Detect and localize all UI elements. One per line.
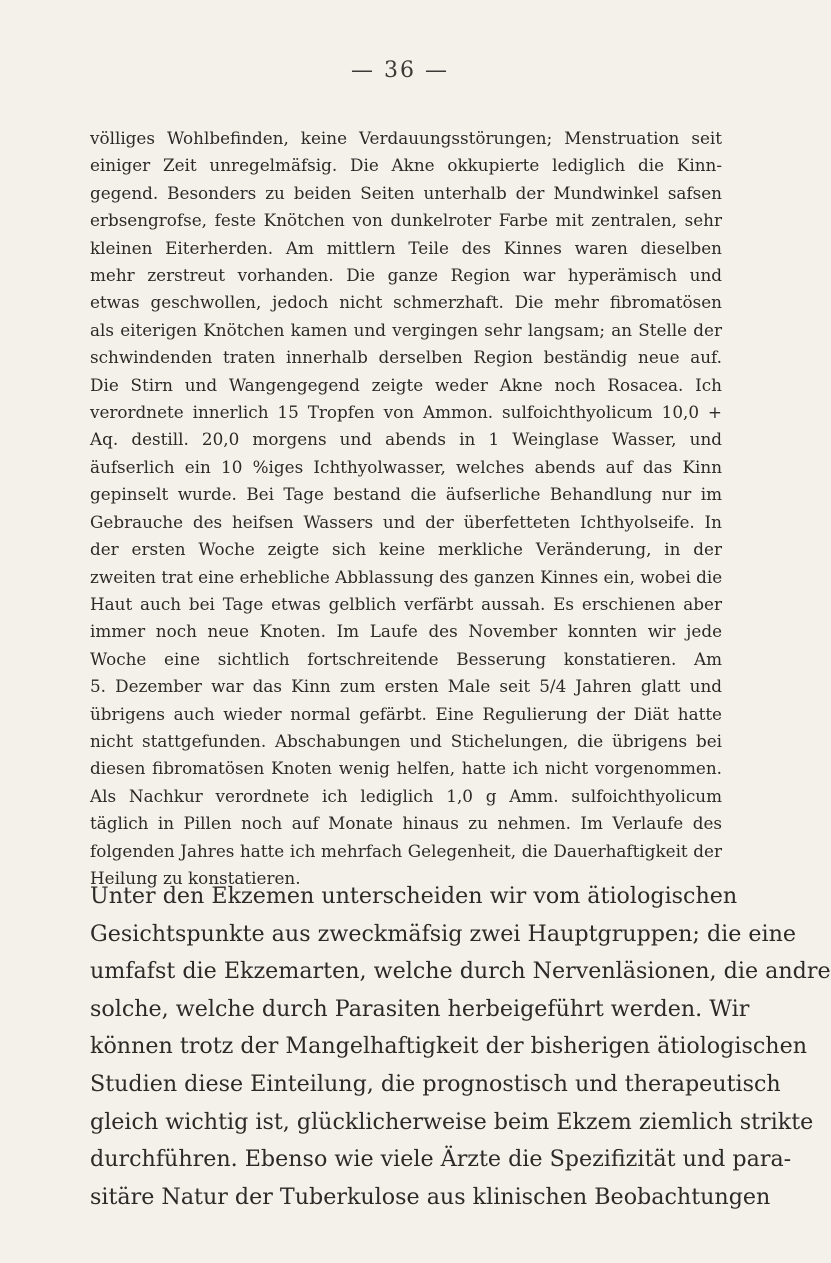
text-line: sitäre Natur der Tuberkulose aus klinischen Beobachtungen (90, 1183, 771, 1210)
eczema-paragraph (90, 878, 831, 1216)
text-line: schwindenden traten innerhalb derselben Region beständig neue auf. (90, 347, 722, 368)
text-line: etwas geschwollen, jedoch nicht schmerzhaft. Die mehr fibromatösen (90, 292, 722, 313)
text-line: Gebrauche des heifsen Wassers und der überfetteten Ichthyolseife. In (90, 511, 722, 532)
text-line: 5. Dezember war das Kinn zum ersten Male seit 5/4 Jahren glatt und (90, 676, 722, 697)
text-line: Heilung zu konstatieren. (90, 867, 301, 888)
text-line: immer noch neue Knoten. Im Laufe des November konnten wir jede (90, 621, 722, 642)
text-line: als eiterigen Knötchen kamen und vergingen sehr langsam; an Stelle der (90, 319, 722, 340)
text-line: mehr zerstreut vorhanden. Die ganze Region war hyperämisch und (90, 265, 722, 286)
text-line: kleinen Eiterherden. Am mittlern Teile des Kinnes waren dieselben (90, 237, 722, 258)
text-line: Gesichtspunkte aus zweckmäfsig zwei Hauptgruppen; die eine (90, 920, 797, 947)
text-line: gegend. Besonders zu beiden Seiten unterhalb der Mundwinkel safsen (90, 182, 722, 203)
case-report-paragraph (90, 125, 722, 892)
text-line: durchführen. Ebenso wie viele Ärzte die Spezifizität und para- (90, 1146, 792, 1173)
text-line: gepinselt wurde. Bei Tage bestand die äufserliche Behandlung nur im (90, 484, 722, 505)
text-line: völliges Wohlbefinden, keine Verdauungsstörungen; Menstruation seit (90, 128, 722, 148)
text-line: solche, welche durch Parasiten herbeigeführt werden. Wir (90, 995, 750, 1022)
text-line: zweiten trat eine erhebliche Abblassung des ganzen Kinnes ein, wobei die (90, 566, 723, 587)
text-line: umfafst die Ekzemarten, welche durch Nervenläsionen, die andre (90, 958, 831, 985)
text-line: einiger Zeit unregelmäfsig. Die Akne okkupierte lediglich die Kinn- (90, 155, 722, 176)
text-line: Haut auch bei Tage etwas gelblich verfärbt aussah. Es erschienen aber (90, 593, 722, 614)
text-line: Studien diese Einteilung, die prognostisch und therapeutisch (90, 1070, 781, 1097)
text-line: äufserlich ein 10 %iges Ichthyolwasser, welches abends auf das Kinn (90, 456, 722, 477)
page-number-header: — 36 — (351, 58, 449, 83)
text-line: Unter den Ekzemen unterscheiden wir vom ätiologischen (90, 883, 738, 909)
text-line: Als Nachkur verordnete ich lediglich 1,0 g Amm. sulfoichthyolicum (90, 785, 722, 806)
text-line: der ersten Woche zeigte sich keine merkliche Veränderung, in der (90, 539, 722, 560)
text-line: erbsengrofse, feste Knötchen von dunkelroter Farbe mit zentralen, sehr (90, 210, 722, 231)
text-line: übrigens auch wieder normal gefärbt. Eine Regulierung der Diät hatte (90, 703, 722, 724)
text-line: nicht stattgefunden. Abschabungen und Stichelungen, die übrigens bei (90, 730, 722, 751)
text-line: Aq. destill. 20,0 morgens und abends in 1 Weinglase Wasser, und (90, 429, 722, 450)
text-line: Die Stirn und Wangengegend zeigte weder Akne noch Rosacea. Ich (90, 374, 722, 395)
text-line: diesen fibromatösen Knoten wenig helfen, hatte ich nicht vorgenommen. (90, 758, 722, 779)
text-line: täglich in Pillen noch auf Monate hinaus zu nehmen. Im Verlaufe des (90, 813, 722, 834)
text-line: können trotz der Mangelhaftigkeit der bisherigen ätiologischen (90, 1033, 807, 1060)
text-line: verordnete innerlich 15 Tropfen von Ammon. sulfoichthyolicum 10,0 + (90, 402, 722, 423)
text-line: gleich wichtig ist, glücklicherweise beim Ekzem ziemlich strikte (90, 1108, 814, 1135)
text-line: Woche eine sichtlich fortschreitende Besserung konstatieren. Am (90, 648, 722, 669)
text-line: folgenden Jahres hatte ich mehrfach Gelegenheit, die Dauerhaftigkeit der (90, 840, 722, 861)
